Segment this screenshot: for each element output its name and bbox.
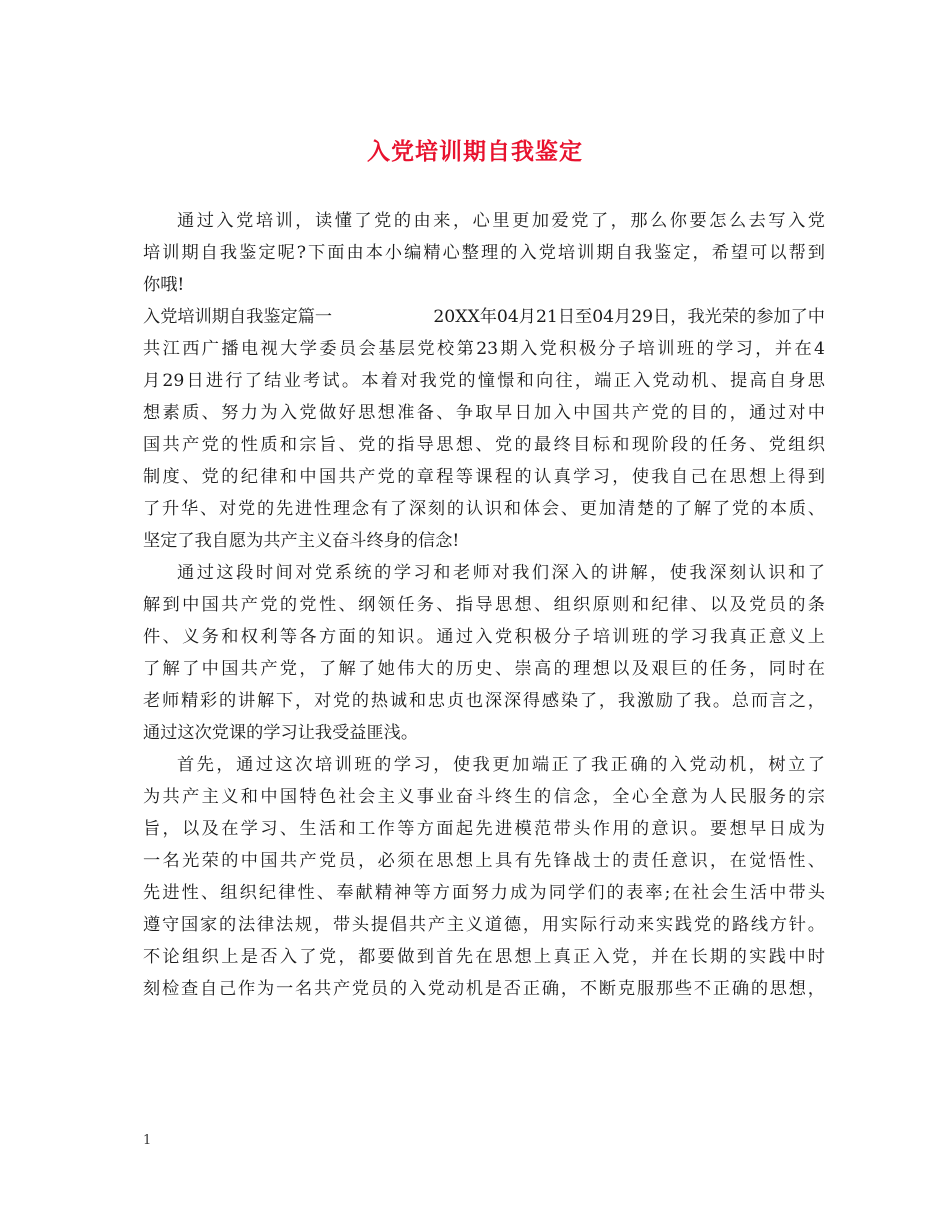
body-line: 国共产党的性质和宗旨、党的指导思想、党的最终目标和现阶段的任务、党组织 — [143, 435, 825, 455]
body-line: 了升华、对党的先进性理念有了深刻的认识和体会、更加清楚的了解了党的本质、 — [143, 499, 825, 519]
body-line: 共江西广播电视大学委员会基层党校第23期入党积极分子培训班的学习，并在4 — [143, 339, 825, 359]
body-line: 通过入党培训，读懂了党的由来，心里更加爱党了，那么你要怎么去写入党 — [177, 211, 825, 231]
body-line: 培训期自我鉴定呢?下面由本小编精心整理的入党培训期自我鉴定，希望可以帮到 — [143, 243, 825, 263]
body-line: 先进性、组织纪律性、奉献精神等方面努力成为同学们的表率;在社会生活中带头 — [143, 883, 825, 903]
body-line: 制度、党的纪律和中国共产党的章程等课程的认真学习，使我自己在思想上得到 — [143, 467, 825, 487]
body-line: 旨，以及在学习、生活和工作等方面起先进模范带头作用的意识。要想早日成为 — [143, 819, 825, 839]
page-number: 1 — [143, 1133, 152, 1148]
body-line: 坚定了我自愿为共产主义奋斗终身的信念! — [143, 531, 460, 551]
body-line: 一名光荣的中国共产党员，必须在思想上具有先锋战士的责任意识，在觉悟性、 — [143, 851, 825, 871]
body-line: 首先，通过这次培训班的学习，使我更加端正了我正确的入党动机，树立了 — [177, 755, 825, 775]
body-line: 想素质、努力为入党做好思想准备、争取早日加入中国共产党的目的，通过对中 — [143, 403, 825, 423]
body-line: 解到中国共产党的党性、纲领任务、指导思想、组织原则和纪律、以及党员的条 — [143, 595, 825, 615]
document-title: 入党培训期自我鉴定 — [367, 138, 583, 165]
section-heading-line — [143, 301, 825, 333]
body-line: 通过这段时间对党系统的学习和老师对我们深入的讲解，使我深刻认识和了 — [177, 563, 825, 583]
body-line: 通过这次党课的学习让我受益匪浅。 — [143, 723, 419, 743]
body-line: 老师精彩的讲解下，对党的热诚和忠贞也深深得感染了，我激励了我。总而言之， — [143, 691, 825, 711]
body-line: 了解了中国共产党，了解了她伟大的历史、崇高的理想以及艰巨的任务，同时在 — [143, 659, 825, 679]
body-line: 为共产主义和中国特色社会主义事业奋斗终生的信念，全心全意为人民服务的宗 — [143, 787, 825, 807]
section-heading: 入党培训期自我鉴定篇一 — [143, 307, 333, 327]
document-body — [143, 205, 825, 1005]
body-line: 刻检查自己作为一名共产党员的入党动机是否正确，不断克服那些不正确的思想， — [143, 979, 825, 999]
body-line: 件、义务和权利等各方面的知识。通过入党积极分子培训班的学习我真正意义上 — [143, 627, 825, 647]
body-line: 月29日进行了结业考试。本着对我党的憧憬和向往，端正入党动机、提高自身思 — [143, 371, 825, 391]
body-line-text: 20XX年04月21日至04月29日，我光荣的参加了中 — [433, 307, 825, 327]
body-line: 不论组织上是否入了党，都要做到首先在思想上真正入党，并在长期的实践中时 — [143, 947, 825, 967]
body-line: 你哦! — [143, 275, 185, 295]
body-line: 遵守国家的法律法规，带头提倡共产主义道德，用实际行动来实践党的路线方针。 — [143, 915, 825, 935]
